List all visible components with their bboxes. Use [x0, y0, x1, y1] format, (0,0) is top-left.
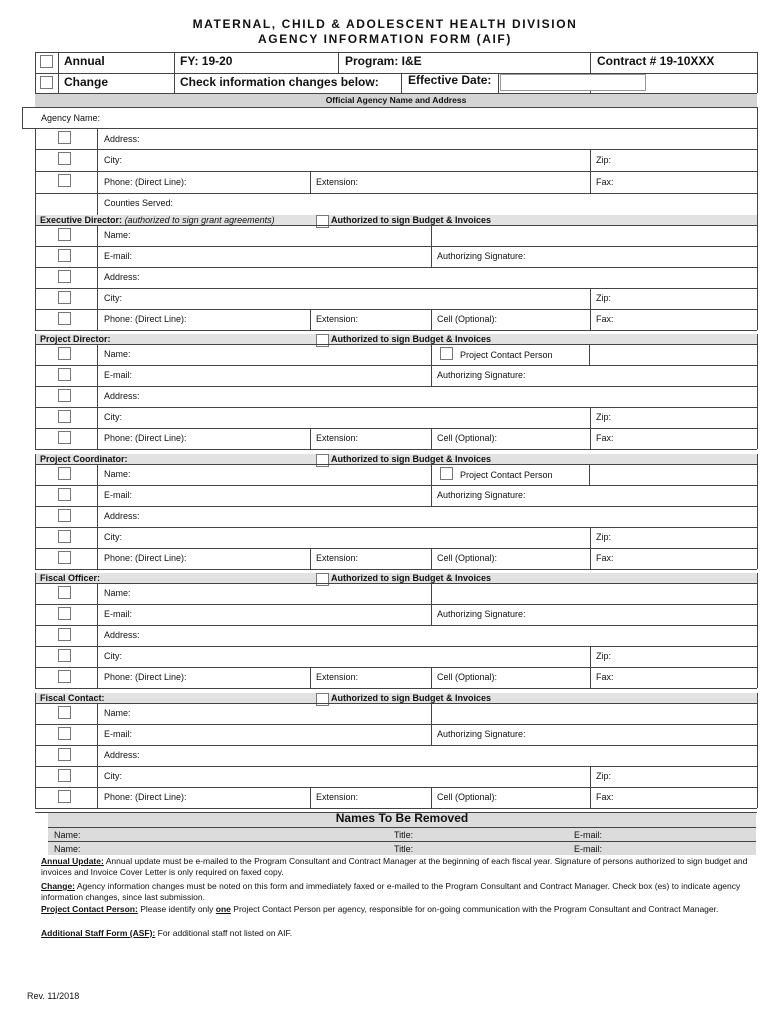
- fo-row-checkbox[interactable]: [58, 670, 71, 683]
- rule: [35, 548, 757, 549]
- pc-row-checkbox[interactable]: [58, 509, 71, 522]
- rule: [35, 646, 757, 647]
- pc-city-label: City:: [104, 532, 122, 542]
- pc-row-checkbox[interactable]: [58, 551, 71, 564]
- rule: [431, 703, 432, 745]
- agency-phone-label: Phone: (Direct Line):: [104, 177, 187, 187]
- pd-email-label: E-mail:: [104, 370, 133, 380]
- agency-address-label: Address:: [104, 134, 140, 144]
- contract-label: Contract # 19-10XXX: [597, 54, 715, 68]
- fc-row-checkbox[interactable]: [58, 706, 71, 719]
- exec-signature-label: Authorizing Signature:: [437, 251, 526, 261]
- exec-row-checkbox[interactable]: [58, 291, 71, 304]
- rule: [431, 464, 432, 506]
- pd-row-checkbox[interactable]: [58, 389, 71, 402]
- fc-email-label: E-mail:: [104, 729, 133, 739]
- agency-fax-label: Fax:: [596, 177, 614, 187]
- revision-label: Rev. 11/2018: [27, 991, 80, 1001]
- rule: [35, 386, 757, 387]
- pc-address-label: Address:: [104, 511, 140, 521]
- rule: [97, 128, 98, 215]
- pd-section-title: Project Director:: [40, 334, 111, 344]
- fc-authorized-label: Authorized to sign Budget & Invoices: [331, 693, 492, 703]
- fo-extension-label: Extension:: [316, 672, 359, 682]
- rule: [338, 52, 339, 73]
- rule: [35, 724, 757, 725]
- exec-address-label: Address:: [104, 272, 140, 282]
- fo-row-checkbox[interactable]: [58, 607, 71, 620]
- rule: [35, 485, 757, 486]
- rule: [590, 149, 591, 193]
- removed-name-label-2: Name:: [54, 844, 81, 854]
- rule: [35, 309, 757, 310]
- exec-phone-label: Phone: (Direct Line):: [104, 314, 187, 324]
- pc-zip-label: Zip:: [596, 532, 612, 542]
- change-label: Change: [64, 75, 109, 89]
- fo-cell-label: Cell (Optional):: [437, 672, 498, 682]
- pd-address-label: Address:: [104, 391, 140, 401]
- removed-title-label-2: Title:: [394, 844, 414, 854]
- rule: [35, 766, 757, 767]
- fc-section-title: Fiscal Contact:: [40, 693, 105, 703]
- exec-cell-label: Cell (Optional):: [437, 314, 498, 324]
- note-project-contact: Project Contact Person: Please identify only one Project Contact Person per agency, responsible for on-going communication with the Program Consultant and Contract Manager.: [41, 904, 719, 914]
- rule: [35, 625, 757, 626]
- exec-name-field[interactable]: [140, 226, 425, 245]
- rule: [431, 225, 432, 267]
- rule: [757, 334, 758, 449]
- fc-row-checkbox[interactable]: [58, 790, 71, 803]
- rule: [58, 52, 59, 93]
- fc-fax-label: Fax:: [596, 792, 614, 802]
- rule: [431, 548, 432, 569]
- removed-title: Names To Be Removed: [335, 811, 469, 825]
- rule: [35, 128, 757, 129]
- rule: [35, 149, 757, 150]
- fo-name-field[interactable]: [140, 584, 425, 603]
- agency-city-label: City:: [104, 155, 122, 165]
- rule: [35, 246, 757, 247]
- rule: [310, 309, 311, 330]
- fc-phone-label: Phone: (Direct Line):: [104, 792, 187, 802]
- fc-row-checkbox[interactable]: [58, 727, 71, 740]
- rule: [35, 330, 757, 331]
- note-annual-update: Annual Update: Annual update must be e-mailed to the Program Consultant and Contract Manager at the beginning of each fiscal year. Signature of persons authorized to sign budget and invoices and Invoice Cover Letter is only required on faxed copy.: [41, 856, 748, 877]
- pd-phone-label: Phone: (Direct Line):: [104, 433, 187, 443]
- removed-email-label-1: E-mail:: [574, 830, 603, 840]
- pd-row-checkbox[interactable]: [58, 368, 71, 381]
- exec-city-label: City:: [104, 293, 122, 303]
- fo-phone-label: Phone: (Direct Line):: [104, 672, 187, 682]
- removed-name-label-1: Name:: [54, 830, 81, 840]
- rule: [35, 506, 757, 507]
- change-checkbox[interactable]: [58, 174, 71, 187]
- rule: [310, 171, 311, 193]
- rule: [35, 215, 36, 330]
- fc-row-checkbox[interactable]: [58, 769, 71, 782]
- fc-zip-label: Zip:: [596, 771, 612, 781]
- fo-section-title: Fiscal Officer:: [40, 573, 101, 583]
- fc-name-field[interactable]: [140, 704, 425, 723]
- exec-row-checkbox[interactable]: [58, 228, 71, 241]
- rule: [35, 688, 757, 689]
- pc-authorized-label: Authorized to sign Budget & Invoices: [331, 454, 492, 464]
- change-checkbox[interactable]: [58, 131, 71, 144]
- pc-signature-label: Authorizing Signature:: [437, 490, 526, 500]
- fc-row-checkbox[interactable]: [58, 748, 71, 761]
- exec-section-title: Executive Director: (authorized to sign grant agreements): [40, 215, 275, 225]
- rule: [590, 646, 591, 688]
- rule: [431, 428, 432, 449]
- exec-name-label: Name:: [104, 230, 131, 240]
- pd-name-field[interactable]: [140, 345, 425, 364]
- note-change: Change: Agency information changes must be noted on this form and immediately faxed or e-mailed to the Program Consultant and Contract Manager. Check box (es) to indicate agency information changes, since last submission.: [41, 881, 741, 902]
- rule: [757, 573, 758, 688]
- rule: [757, 693, 758, 808]
- rule: [757, 454, 758, 569]
- pc-phone-label: Phone: (Direct Line):: [104, 553, 187, 563]
- rule: [35, 693, 36, 808]
- form-title-line1: MATERNAL, CHILD & ADOLESCENT HEALTH DIVISION: [192, 17, 578, 31]
- pc-project-contact-label: Project Contact Person: [460, 470, 553, 480]
- rule: [590, 766, 591, 808]
- rule: [35, 667, 757, 668]
- pc-project-contact-checkbox[interactable]: [440, 467, 453, 480]
- pc-row-checkbox[interactable]: [58, 488, 71, 501]
- rule: [35, 267, 757, 268]
- fc-city-label: City:: [104, 771, 122, 781]
- rule: [35, 604, 757, 605]
- change-checkbox[interactable]: [40, 76, 53, 89]
- pc-section-title: Project Coordinator:: [40, 454, 128, 464]
- rule: [48, 827, 756, 828]
- fc-address-label: Address:: [104, 750, 140, 760]
- rule: [310, 667, 311, 688]
- rule: [589, 464, 590, 485]
- fo-city-label: City:: [104, 651, 122, 661]
- rule: [310, 787, 311, 808]
- fo-row-checkbox[interactable]: [58, 649, 71, 662]
- rule: [431, 787, 432, 808]
- rule: [35, 454, 36, 569]
- rule: [590, 407, 591, 449]
- removed-email-label-2: E-mail:: [574, 844, 603, 854]
- rule: [174, 52, 175, 93]
- rule: [35, 407, 757, 408]
- exec-email-label: E-mail:: [104, 251, 133, 261]
- rule: [97, 464, 98, 569]
- agency-extension-label: Extension:: [316, 177, 359, 187]
- rule: [498, 73, 499, 93]
- pc-fax-label: Fax:: [596, 553, 614, 563]
- agency-counties-label: Counties Served:: [104, 198, 174, 208]
- pd-extension-label: Extension:: [316, 433, 359, 443]
- pd-fax-label: Fax:: [596, 433, 614, 443]
- rule: [589, 344, 590, 365]
- rule: [35, 52, 757, 53]
- rule: [431, 583, 432, 625]
- agency-name-field[interactable]: [110, 108, 750, 128]
- rule: [35, 569, 757, 570]
- rule: [35, 527, 757, 528]
- fo-email-label: E-mail:: [104, 609, 133, 619]
- rule: [401, 73, 402, 93]
- effective-date-label: Effective Date:: [408, 73, 492, 87]
- pc-email-label: E-mail:: [104, 490, 133, 500]
- fo-address-label: Address:: [104, 630, 140, 640]
- rule: [431, 309, 432, 330]
- rule: [35, 365, 757, 366]
- pd-zip-label: Zip:: [596, 412, 612, 422]
- fo-row-checkbox[interactable]: [58, 586, 71, 599]
- pd-name-label: Name:: [104, 349, 131, 359]
- rule: [590, 527, 591, 569]
- rule: [757, 52, 758, 93]
- exec-row-checkbox[interactable]: [58, 270, 71, 283]
- rule: [48, 841, 756, 842]
- pc-cell-label: Cell (Optional):: [437, 553, 498, 563]
- pc-row-checkbox[interactable]: [58, 467, 71, 480]
- fc-extension-label: Extension:: [316, 792, 359, 802]
- rule: [35, 449, 757, 450]
- exec-zip-label: Zip:: [596, 293, 612, 303]
- exec-row-checkbox[interactable]: [58, 249, 71, 262]
- rule: [35, 128, 36, 215]
- change-checkbox[interactable]: [58, 152, 71, 165]
- agency-band-label: Official Agency Name and Address: [325, 95, 467, 105]
- rule: [590, 288, 591, 330]
- fc-name-label: Name:: [104, 708, 131, 718]
- pc-name-label: Name:: [104, 469, 131, 479]
- fc-cell-label: Cell (Optional):: [437, 792, 498, 802]
- rule: [431, 344, 432, 386]
- pc-name-field[interactable]: [140, 465, 425, 484]
- rule: [757, 215, 758, 330]
- rule: [35, 52, 36, 93]
- pd-row-checkbox[interactable]: [58, 347, 71, 360]
- program-label: Program: I&E: [345, 54, 422, 68]
- rule: [35, 171, 757, 172]
- fo-row-checkbox[interactable]: [58, 628, 71, 641]
- rule: [757, 128, 758, 215]
- effective-date-input[interactable]: [500, 74, 646, 91]
- rule: [35, 745, 757, 746]
- annual-checkbox[interactable]: [40, 55, 53, 68]
- rule: [22, 107, 23, 128]
- rule: [97, 583, 98, 688]
- rule: [757, 107, 758, 128]
- rule: [97, 703, 98, 808]
- pd-project-contact-checkbox[interactable]: [440, 347, 453, 360]
- exec-fax-label: Fax:: [596, 314, 614, 324]
- fy-label: FY: 19-20: [180, 54, 233, 68]
- pd-city-label: City:: [104, 412, 122, 422]
- rule: [35, 288, 757, 289]
- rule: [35, 73, 757, 74]
- exec-authorized-label: Authorized to sign Budget & Invoices: [331, 215, 492, 225]
- rule: [97, 344, 98, 449]
- rule: [310, 548, 311, 569]
- fo-authorized-label: Authorized to sign Budget & Invoices: [331, 573, 492, 583]
- pd-row-checkbox[interactable]: [58, 431, 71, 444]
- form-title-line2: AGENCY INFORMATION FORM (AIF): [258, 32, 512, 46]
- agency-name-label: Agency Name:: [41, 113, 101, 123]
- exec-extension-label: Extension:: [316, 314, 359, 324]
- pd-cell-label: Cell (Optional):: [437, 433, 498, 443]
- rule: [35, 334, 36, 449]
- check-changes-label: Check information changes below:: [180, 75, 379, 89]
- rule: [35, 193, 757, 194]
- note-asf: Additional Staff Form (ASF): For additional staff not listed on AIF.: [41, 928, 293, 938]
- pd-row-checkbox[interactable]: [58, 410, 71, 423]
- rule: [35, 573, 36, 688]
- rule: [97, 225, 98, 330]
- pc-row-checkbox[interactable]: [58, 530, 71, 543]
- fo-signature-label: Authorizing Signature:: [437, 609, 526, 619]
- fo-zip-label: Zip:: [596, 651, 612, 661]
- rule: [431, 667, 432, 688]
- removed-title-label-1: Title:: [394, 830, 414, 840]
- agency-zip-label: Zip:: [596, 155, 612, 165]
- annual-label: Annual: [64, 54, 105, 68]
- fo-fax-label: Fax:: [596, 672, 614, 682]
- pc-extension-label: Extension:: [316, 553, 359, 563]
- rule: [310, 428, 311, 449]
- fo-name-label: Name:: [104, 588, 131, 598]
- rule: [35, 787, 757, 788]
- rule: [35, 808, 757, 809]
- pd-signature-label: Authorizing Signature:: [437, 370, 526, 380]
- rule: [35, 428, 757, 429]
- fc-signature-label: Authorizing Signature:: [437, 729, 526, 739]
- exec-row-checkbox[interactable]: [58, 312, 71, 325]
- pd-authorized-label: Authorized to sign Budget & Invoices: [331, 334, 492, 344]
- pd-project-contact-label: Project Contact Person: [460, 350, 553, 360]
